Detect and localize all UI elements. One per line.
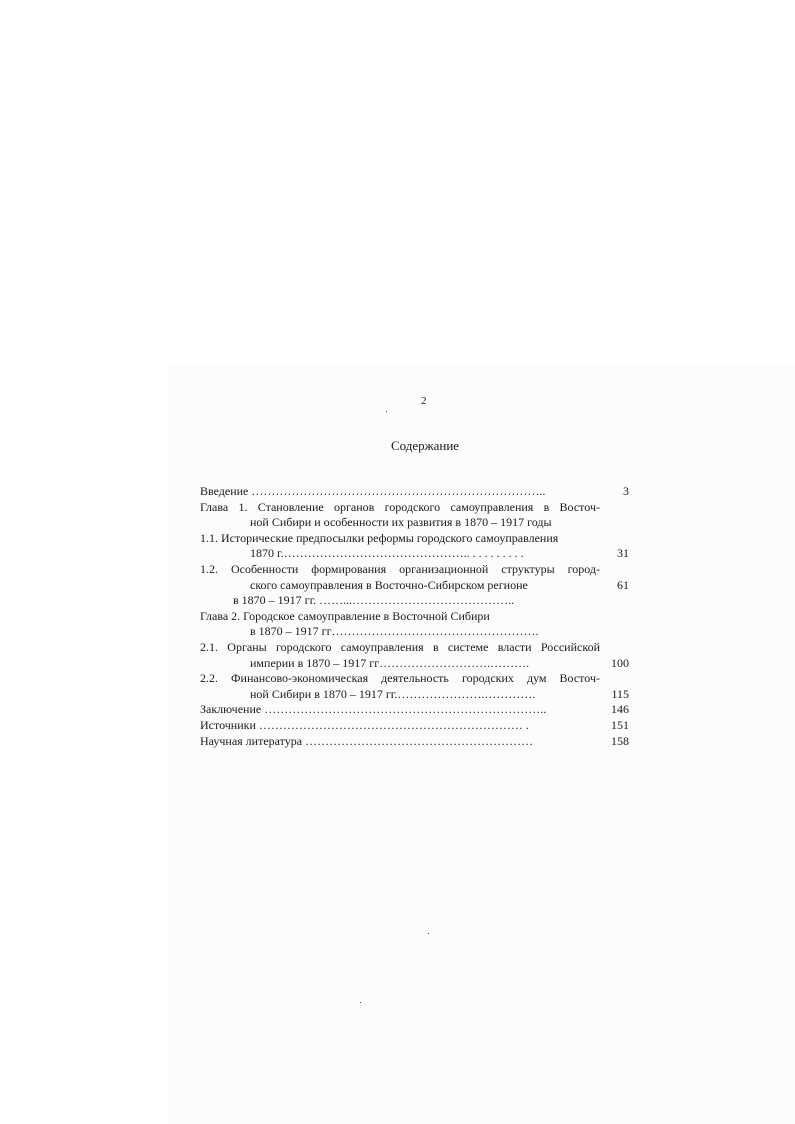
scan-speck bbox=[360, 1002, 361, 1003]
toc-entry-label: 1870 г.……………………………………….. . . . . . . . . . bbox=[250, 546, 524, 561]
toc-entry-label: Заключение bbox=[200, 702, 262, 717]
toc-entry-page: 158 bbox=[611, 733, 629, 748]
toc-entry-page: 100 bbox=[611, 655, 629, 670]
toc-entry-leader: ………………………………………………… bbox=[302, 733, 534, 748]
toc-entry-label: Источники bbox=[200, 717, 256, 732]
toc-entry-chapter-2-cont bbox=[200, 624, 630, 640]
toc-entry-2-1-cont bbox=[200, 656, 630, 672]
toc-entry-1-1-cont bbox=[200, 546, 630, 562]
toc-entry-label: 1.1. Исторические предпосылки реформы городского самоуправления bbox=[200, 530, 559, 545]
toc-entry-page: 61 bbox=[617, 577, 629, 592]
toc-entry-label: Научная литература bbox=[200, 733, 303, 748]
toc-entry-label: 1.2. Особенности формирования организационной структуры город- bbox=[200, 561, 600, 576]
toc-entry-label: Введение bbox=[200, 484, 249, 498]
toc-entry-page: 3 bbox=[623, 484, 629, 498]
toc-entry-label: в 1870 – 1917 гг. ……...………………………………….. bbox=[233, 593, 515, 608]
toc-entry-page: 115 bbox=[611, 686, 629, 701]
toc-entry-1-2-cont bbox=[200, 593, 630, 609]
table-of-contents bbox=[200, 484, 630, 749]
toc-entry-page: 146 bbox=[611, 702, 629, 717]
toc-entry-label: 2.1. Органы городского самоуправления в системе власти Российской bbox=[200, 639, 600, 654]
toc-entry-label: ной Сибири и особенности их развития в 1870 – 1917 годы bbox=[250, 515, 552, 530]
toc-entry-chapter-1-cont bbox=[200, 515, 630, 531]
toc-entry-page: 151 bbox=[611, 717, 629, 732]
toc-entry-2-2[interactable] bbox=[200, 671, 630, 687]
toc-entry-leader: …………………………………………………………….. bbox=[261, 702, 547, 717]
toc-entry-label: ной Сибири в 1870 – 1917 гг.………………….…………. bbox=[250, 686, 536, 701]
toc-entry-page: 31 bbox=[617, 546, 629, 561]
toc-entry-label: Глава 2. Городское самоуправление в Восточной Сибири bbox=[200, 608, 490, 623]
toc-entry-sources[interactable] bbox=[200, 718, 630, 734]
toc-entry-conclusion[interactable] bbox=[200, 702, 630, 718]
toc-entry-1-2-cont bbox=[200, 578, 630, 594]
scan-speck bbox=[386, 411, 387, 412]
toc-entry-chapter-2[interactable] bbox=[200, 609, 630, 625]
toc-entry-literature[interactable] bbox=[200, 734, 630, 750]
toc-entry-2-1[interactable] bbox=[200, 640, 630, 656]
toc-entry-intro[interactable] bbox=[200, 484, 630, 500]
toc-entry-chapter-1[interactable] bbox=[200, 500, 630, 516]
toc-entry-2-2-cont bbox=[200, 687, 630, 703]
toc-entry-label: в 1870 – 1917 гг……………………………………………. bbox=[250, 624, 539, 639]
toc-entry-leader: ……………………………………………………………….. bbox=[248, 484, 546, 498]
toc-title: Содержание bbox=[390, 438, 460, 453]
toc-entry-1-1[interactable] bbox=[200, 531, 630, 547]
toc-entry-label: империи в 1870 – 1917 гг……………………….………. bbox=[250, 655, 530, 670]
toc-entry-leader: ………………………………………………………… . bbox=[255, 717, 529, 732]
page-number: 2 bbox=[421, 395, 427, 407]
toc-entry-label: ского самоуправления в Восточно-Сибирском регионе bbox=[250, 577, 528, 592]
toc-entry-label: Глава 1. Становление органов городского самоуправления в Восточ- bbox=[200, 499, 600, 514]
toc-entry-1-2[interactable] bbox=[200, 562, 630, 578]
toc-entry-label: 2.2. Финансово-экономическая деятельность городских дум Восточ- bbox=[200, 671, 600, 686]
scan-speck bbox=[428, 933, 429, 934]
